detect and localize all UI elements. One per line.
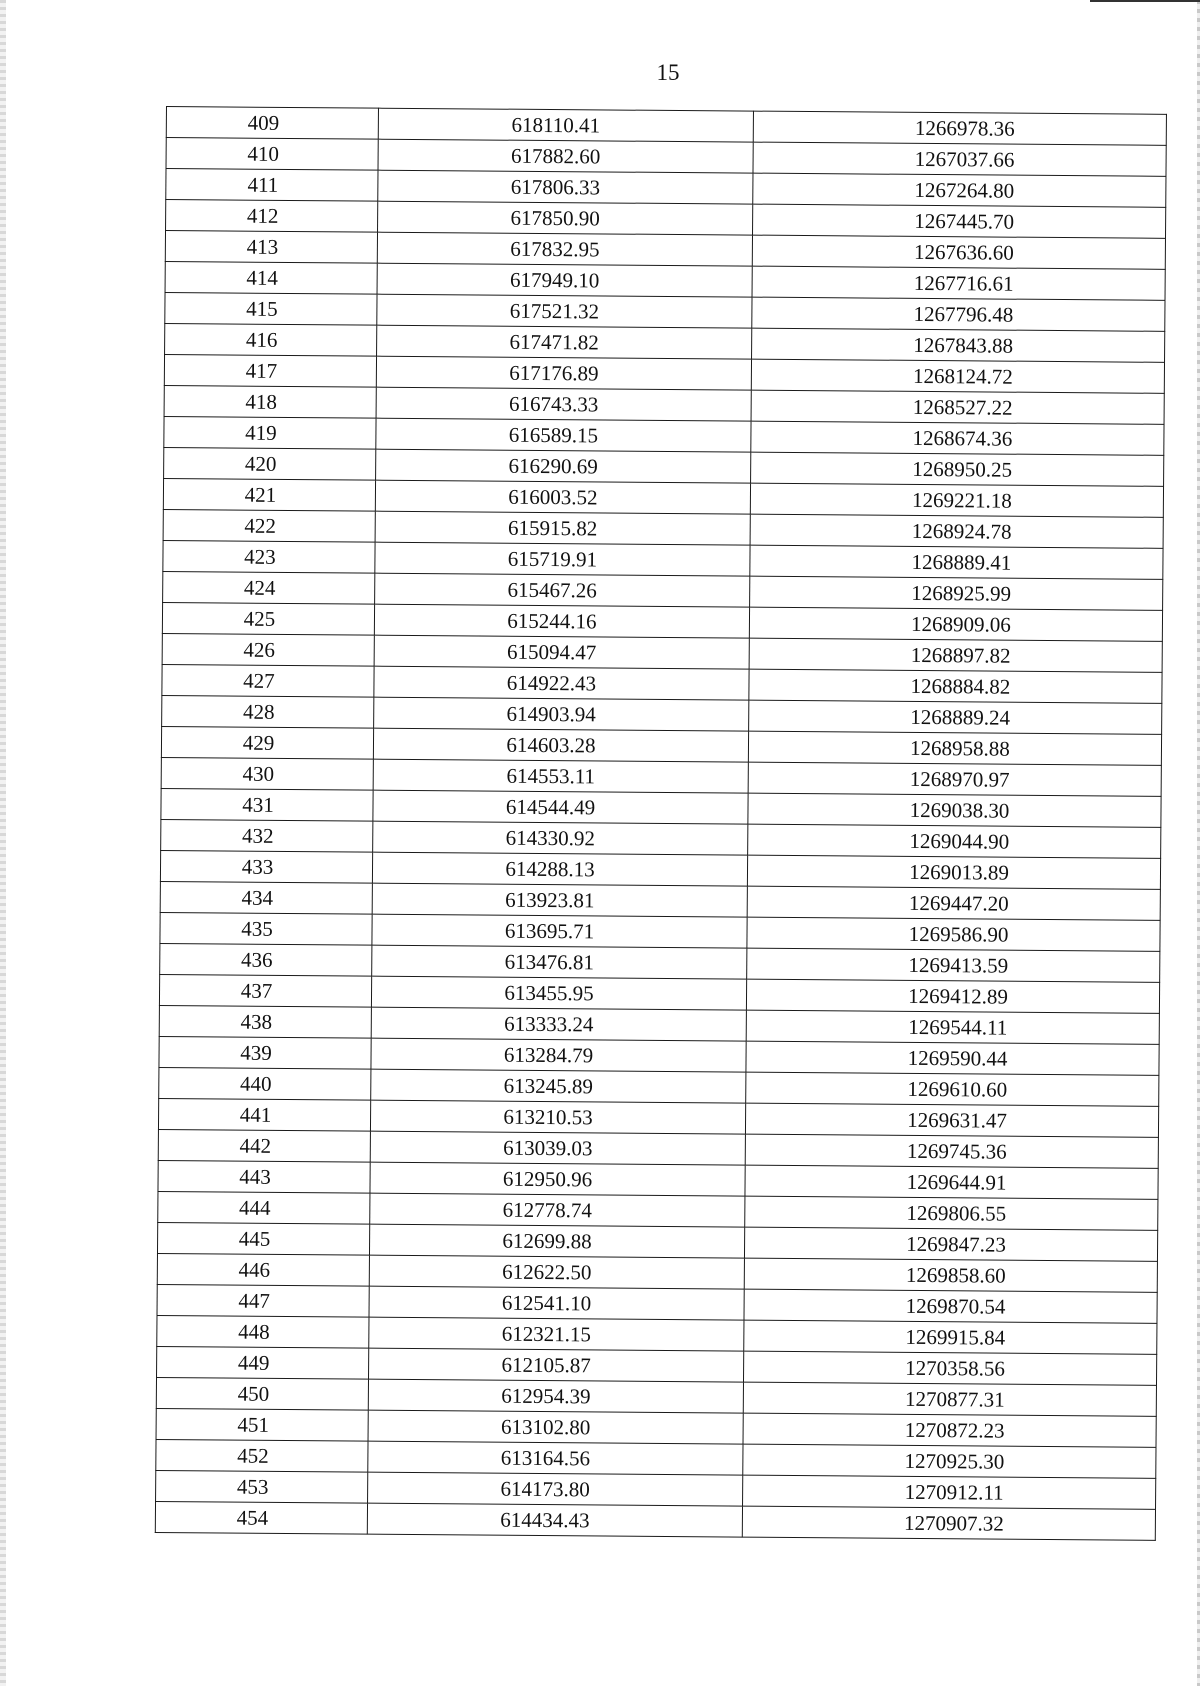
page-number: 15: [656, 60, 680, 85]
point-number-cell: 417: [164, 354, 376, 387]
x-coordinate-cell: 613333.24: [371, 1007, 746, 1041]
point-number-cell: 411: [166, 169, 378, 202]
x-coordinate-cell: 613210.53: [370, 1100, 745, 1134]
point-number-cell: 450: [156, 1377, 368, 1410]
y-coordinate-cell: 1267796.48: [752, 297, 1165, 331]
x-coordinate-cell: 615915.82: [375, 511, 750, 545]
x-coordinate-cell: 616003.52: [375, 480, 750, 514]
x-coordinate-cell: 617949.10: [377, 263, 752, 297]
x-coordinate-cell: 613923.81: [372, 883, 747, 917]
x-coordinate-cell: 612105.87: [369, 1348, 744, 1382]
x-coordinate-cell: 614173.80: [368, 1472, 743, 1506]
point-number-cell: 445: [157, 1222, 369, 1255]
y-coordinate-cell: 1269806.55: [745, 1196, 1158, 1230]
x-coordinate-cell: 614553.11: [373, 759, 748, 793]
point-number-cell: 429: [161, 726, 373, 759]
y-coordinate-cell: 1268889.41: [750, 545, 1163, 579]
y-coordinate-cell: 1268884.82: [749, 669, 1162, 703]
y-coordinate-cell: 1269644.91: [745, 1165, 1158, 1199]
y-coordinate-cell: 1269044.90: [748, 824, 1161, 858]
point-number-cell: 436: [160, 943, 372, 976]
point-number-cell: 452: [156, 1439, 368, 1472]
x-coordinate-cell: 615467.26: [375, 573, 750, 607]
point-number-cell: 412: [166, 200, 378, 233]
point-number-cell: 427: [162, 664, 374, 697]
point-number-cell: 414: [165, 261, 377, 294]
x-coordinate-cell: 614922.43: [374, 666, 749, 700]
x-coordinate-cell: 613164.56: [368, 1441, 743, 1475]
y-coordinate-cell: 1269221.18: [750, 483, 1163, 517]
x-coordinate-cell: 615719.91: [375, 542, 750, 576]
y-coordinate-cell: 1269038.30: [748, 793, 1161, 827]
point-number-cell: 440: [159, 1067, 371, 1100]
y-coordinate-cell: 1269412.89: [746, 979, 1159, 1013]
x-coordinate-cell: 612541.10: [369, 1286, 744, 1320]
x-coordinate-cell: 614544.49: [373, 790, 748, 824]
point-number-cell: 449: [157, 1346, 369, 1379]
point-number-cell: 432: [161, 819, 373, 852]
x-coordinate-cell: 612954.39: [368, 1379, 743, 1413]
point-number-cell: 415: [165, 292, 377, 325]
y-coordinate-cell: 1269590.44: [746, 1041, 1159, 1075]
table-row: [155, 1501, 1155, 1540]
point-number-cell: 425: [162, 602, 374, 635]
x-coordinate-cell: 613245.89: [371, 1069, 746, 1103]
x-coordinate-cell: 617882.60: [378, 139, 753, 173]
x-coordinate-cell: 615094.47: [374, 635, 749, 669]
point-number-cell: 451: [156, 1408, 368, 1441]
x-coordinate-cell: 618110.41: [378, 108, 753, 142]
point-number-cell: 424: [163, 571, 375, 604]
coordinate-table-wrapper: [155, 106, 1166, 1541]
x-coordinate-cell: 613284.79: [371, 1038, 746, 1072]
y-coordinate-cell: 1267037.66: [753, 142, 1166, 176]
x-coordinate-cell: 614434.43: [367, 1503, 742, 1537]
x-coordinate-cell: 613695.71: [372, 914, 747, 948]
y-coordinate-cell: 1269870.54: [744, 1289, 1157, 1323]
point-number-cell: 420: [164, 447, 376, 480]
x-coordinate-cell: 616589.15: [376, 418, 751, 452]
y-coordinate-cell: 1267843.88: [752, 328, 1165, 362]
point-number-cell: 454: [155, 1501, 367, 1534]
scan-top-mark: [1090, 0, 1200, 2]
y-coordinate-cell: 1268897.82: [749, 638, 1162, 672]
point-number-cell: 426: [162, 633, 374, 666]
x-coordinate-cell: 613102.80: [368, 1410, 743, 1444]
y-coordinate-cell: 1268527.22: [751, 390, 1164, 424]
point-number-cell: 438: [159, 1005, 371, 1038]
x-coordinate-cell: 613455.95: [371, 976, 746, 1010]
x-coordinate-cell: 617176.89: [376, 356, 751, 390]
y-coordinate-cell: 1270925.30: [743, 1444, 1156, 1478]
y-coordinate-cell: 1269847.23: [744, 1227, 1157, 1261]
point-number-cell: 431: [161, 788, 373, 821]
y-coordinate-cell: 1269858.60: [744, 1258, 1157, 1292]
x-coordinate-cell: 614288.13: [372, 852, 747, 886]
point-number-cell: 413: [165, 231, 377, 264]
x-coordinate-cell: 612622.50: [369, 1255, 744, 1289]
y-coordinate-cell: 1266978.36: [753, 111, 1166, 145]
x-coordinate-cell: 617850.90: [378, 201, 753, 235]
y-coordinate-cell: 1268970.97: [748, 762, 1161, 796]
y-coordinate-cell: 1267716.61: [752, 266, 1165, 300]
x-coordinate-cell: 614603.28: [373, 728, 748, 762]
point-number-cell: 433: [160, 850, 372, 883]
y-coordinate-cell: 1268924.78: [750, 514, 1163, 548]
point-number-cell: 421: [163, 478, 375, 511]
x-coordinate-cell: 617471.82: [377, 325, 752, 359]
y-coordinate-cell: 1270912.11: [743, 1475, 1156, 1509]
y-coordinate-cell: 1268950.25: [751, 452, 1164, 486]
x-coordinate-cell: 612778.74: [370, 1193, 745, 1227]
x-coordinate-cell: 615244.16: [374, 604, 749, 638]
coordinate-table: [155, 106, 1167, 1541]
point-number-cell: 446: [157, 1253, 369, 1286]
y-coordinate-cell: 1268674.36: [751, 421, 1164, 455]
x-coordinate-cell: 612950.96: [370, 1162, 745, 1196]
x-coordinate-cell: 613476.81: [372, 945, 747, 979]
point-number-cell: 443: [158, 1160, 370, 1193]
y-coordinate-cell: 1270358.56: [743, 1351, 1156, 1385]
y-coordinate-cell: 1269631.47: [745, 1103, 1158, 1137]
y-coordinate-cell: 1269447.20: [747, 886, 1160, 920]
y-coordinate-cell: 1268958.88: [748, 731, 1161, 765]
y-coordinate-cell: 1268909.06: [749, 607, 1162, 641]
point-number-cell: 448: [157, 1315, 369, 1348]
y-coordinate-cell: 1267264.80: [753, 173, 1166, 207]
point-number-cell: 439: [159, 1036, 371, 1069]
x-coordinate-cell: 616743.33: [376, 387, 751, 421]
y-coordinate-cell: 1269745.36: [745, 1134, 1158, 1168]
point-number-cell: 430: [161, 757, 373, 790]
y-coordinate-cell: 1269586.90: [747, 917, 1160, 951]
point-number-cell: 428: [162, 695, 374, 728]
y-coordinate-cell: 1268889.24: [749, 700, 1162, 734]
x-coordinate-cell: 617832.95: [377, 232, 752, 266]
point-number-cell: 435: [160, 912, 372, 945]
point-number-cell: 453: [156, 1470, 368, 1503]
y-coordinate-cell: 1269013.89: [747, 855, 1160, 889]
x-coordinate-cell: 614330.92: [373, 821, 748, 855]
x-coordinate-cell: 617521.32: [377, 294, 752, 328]
point-number-cell: 418: [164, 385, 376, 418]
point-number-cell: 437: [159, 974, 371, 1007]
y-coordinate-cell: 1267636.60: [752, 235, 1165, 269]
y-coordinate-cell: 1268124.72: [751, 359, 1164, 393]
x-coordinate-cell: 614903.94: [374, 697, 749, 731]
coordinate-table-body: [155, 107, 1166, 1541]
y-coordinate-cell: 1269915.84: [744, 1320, 1157, 1354]
point-number-cell: 409: [166, 107, 378, 140]
x-coordinate-cell: 612321.15: [369, 1317, 744, 1351]
point-number-cell: 423: [163, 540, 375, 573]
x-coordinate-cell: 612699.88: [369, 1224, 744, 1258]
point-number-cell: 447: [157, 1284, 369, 1317]
point-number-cell: 434: [160, 881, 372, 914]
y-coordinate-cell: 1269544.11: [746, 1010, 1159, 1044]
point-number-cell: 444: [158, 1191, 370, 1224]
x-coordinate-cell: 617806.33: [378, 170, 753, 204]
point-number-cell: 442: [158, 1129, 370, 1162]
y-coordinate-cell: 1267445.70: [753, 204, 1166, 238]
point-number-cell: 410: [166, 138, 378, 171]
y-coordinate-cell: 1268925.99: [750, 576, 1163, 610]
point-number-cell: 416: [165, 323, 377, 356]
y-coordinate-cell: 1269413.59: [747, 948, 1160, 982]
y-coordinate-cell: 1269610.60: [746, 1072, 1159, 1106]
x-coordinate-cell: 616290.69: [376, 449, 751, 483]
x-coordinate-cell: 613039.03: [370, 1131, 745, 1165]
point-number-cell: 422: [163, 509, 375, 542]
y-coordinate-cell: 1270907.32: [742, 1506, 1155, 1540]
y-coordinate-cell: 1270877.31: [743, 1382, 1156, 1416]
point-number-cell: 419: [164, 416, 376, 449]
y-coordinate-cell: 1270872.23: [743, 1413, 1156, 1447]
scan-edge-left: [0, 0, 6, 1686]
point-number-cell: 441: [158, 1098, 370, 1131]
